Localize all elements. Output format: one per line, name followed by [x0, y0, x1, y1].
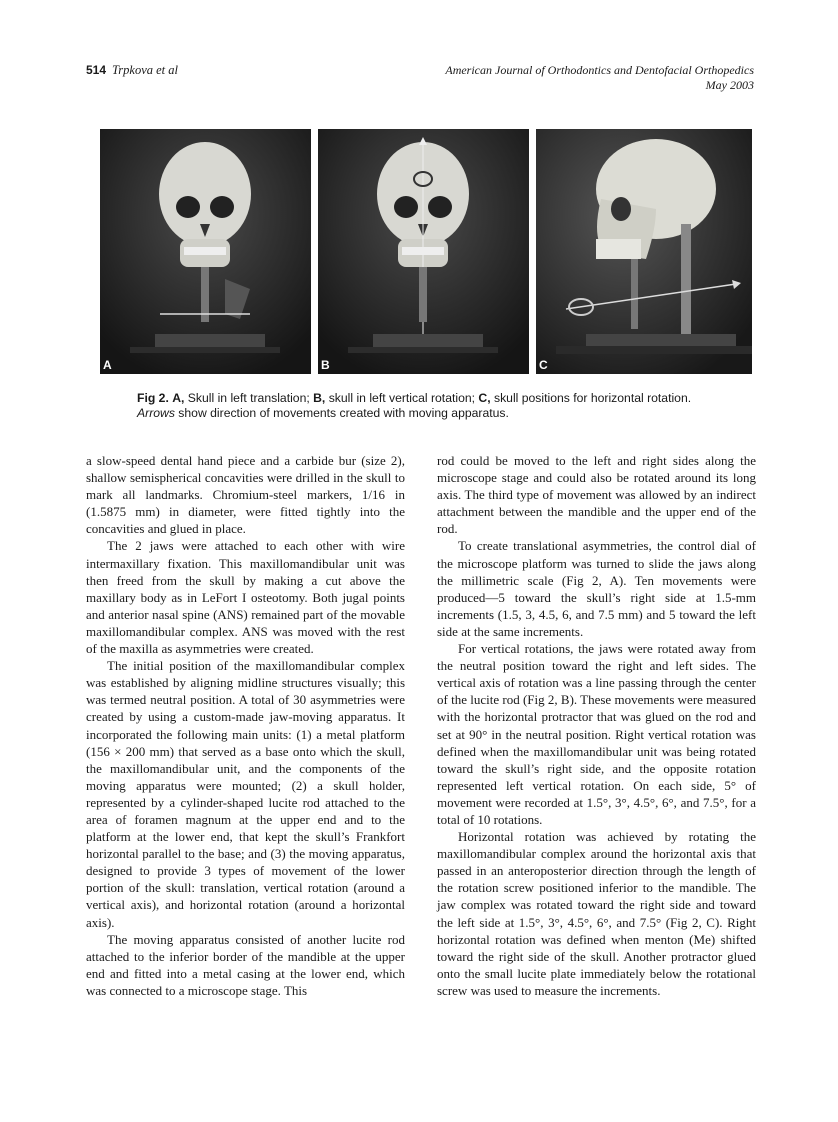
issue-date: May 2003	[705, 78, 754, 92]
left-column	[86, 452, 405, 999]
paragraph: The 2 jaws were attached to each other with wire intermaxillary fixation. This maxillomandibular unit was then freed from the skull by making a cut above the maxillary body as in LeFort I osteotomy. Both jugal points and anterior nasal spine (ANS) remained part of the movable maxillomandibular complex. ANS was moved with the rest of the maxilla as asymmetries were created.	[86, 538, 405, 657]
figure-panel-c	[536, 129, 752, 374]
caption-a-text: Skull in left translation;	[184, 391, 314, 405]
paragraph: The moving apparatus consisted of another lucite rod attached to the inferior border of the mandible at the upper end and fitted into a metal casing at the lower end, which was connected to a microscope stage. This	[86, 931, 405, 998]
page-number: 514	[86, 63, 107, 77]
paragraph: rod could be moved to the left and right sides along the microscope stage and could also be rotated around its long axis. The third type of movement was allowed by an indirect attachment between the mandible and the upper end of the rod.	[437, 453, 756, 537]
caption-arrows: Arrows	[137, 406, 175, 420]
right-column	[437, 452, 756, 999]
panel-label-b: B	[321, 358, 330, 372]
paragraph: a slow-speed dental hand piece and a carbide bur (size 2), shallow semispherical concavities were drilled in the skull to mark all landmarks. Chromium-steel markers, 1/16 in (1.5875 mm) in diameter, were fitted tightly into the concavities and glued in place.	[86, 453, 405, 537]
paragraph: The initial position of the maxillomandibular complex was established by aligning midline structures visually; this was termed neutral position. A total of 30 asymmetries were created by using a custom-made jaw-moving apparatus. It incorporated the following main units: (1) a metal platform (156 × 200 mm) that served as a base onto which the skull, the maxillomandibular unit, and the components of the moving apparatus were mounted; (2) a skull holder, represented by a cylinder-shaped lucite rod attached to the area of foramen magnum at the upper end and to the platform at the lower end, that kept the skull’s Frankfort horizontal parallel to the base; and (3) the moving apparatus, designed to provide 3 types of movement of the lower portion of the skull: translation, vertical rotation (around a vertical axis), and horizontal rotation (around a horizontal axis).	[86, 658, 405, 930]
panel-label-c: C	[539, 358, 548, 372]
caption-c-text: skull positions for horizontal rotation.	[490, 391, 692, 405]
journal-title: American Journal of Orthodontics and Dentofacial Orthopedics	[445, 63, 754, 77]
figure-caption	[137, 391, 717, 421]
figure-panel-a	[100, 129, 311, 374]
figure-panel-b	[318, 129, 529, 374]
running-header-right	[445, 63, 754, 93]
running-header-left	[86, 63, 178, 78]
paragraph: To create translational asymmetries, the control dial of the microscope platform was turned to slide the jaws along the millimetric scale (Fig 2, A). Ten movements were produced—5 toward the skull’s right side at 1.5-mm increments (1.5, 3, 4.5, 6, and 7.5 mm) and 5 toward the left side at the same increments.	[437, 538, 756, 639]
caption-b-text: skull in left vertical rotation;	[325, 391, 479, 405]
skull-profile-photo-c	[536, 129, 752, 374]
caption-tail: show direction of movements created with moving apparatus.	[174, 406, 509, 420]
authors: Trpkova et al	[112, 63, 178, 77]
caption-fig-label: Fig 2.	[137, 391, 169, 405]
caption-a-label: A,	[172, 391, 185, 405]
skull-front-photo-a	[100, 129, 311, 374]
caption-b-label: B,	[313, 391, 326, 405]
caption-c-label: C,	[478, 391, 491, 405]
panel-label-a: A	[103, 358, 112, 372]
paragraph: Horizontal rotation was achieved by rotating the maxillomandibular complex around the horizontal axis that passed in an anteroposterior direction through the length of the rotation screw positioned inferior to the mandible. The jaw complex was rotated toward the right side and toward the left side at 1.5°, 3°, 4.5°, 6°, and 7.5° (Fig 2, C). Right horizontal rotation was defined when menton (Me) shifted toward the right side of the skull. Another protractor glued onto the small lucite plate immediately below the rotational screw was used to measure the increments.	[437, 829, 756, 998]
paragraph: For vertical rotations, the jaws were rotated away from the neutral position toward the right and left sides. The vertical axis of rotation was a line passing through the center of the lucite rod (Fig 2, B). These movements were measured with the horizontal protractor that was glued on the rod and set at 90° in the neutral position. Right vertical rotation was defined when the maxillomandibular unit was being rotated toward the skull’s right side, and the opposite rotation represented left vertical rotation. On each side, 5° of movement were recorded at 1.5°, 3°, 4.5°, 6°, and 7.5°, for a total of 10 rotations.	[437, 641, 756, 827]
skull-front-photo-b	[318, 129, 529, 374]
